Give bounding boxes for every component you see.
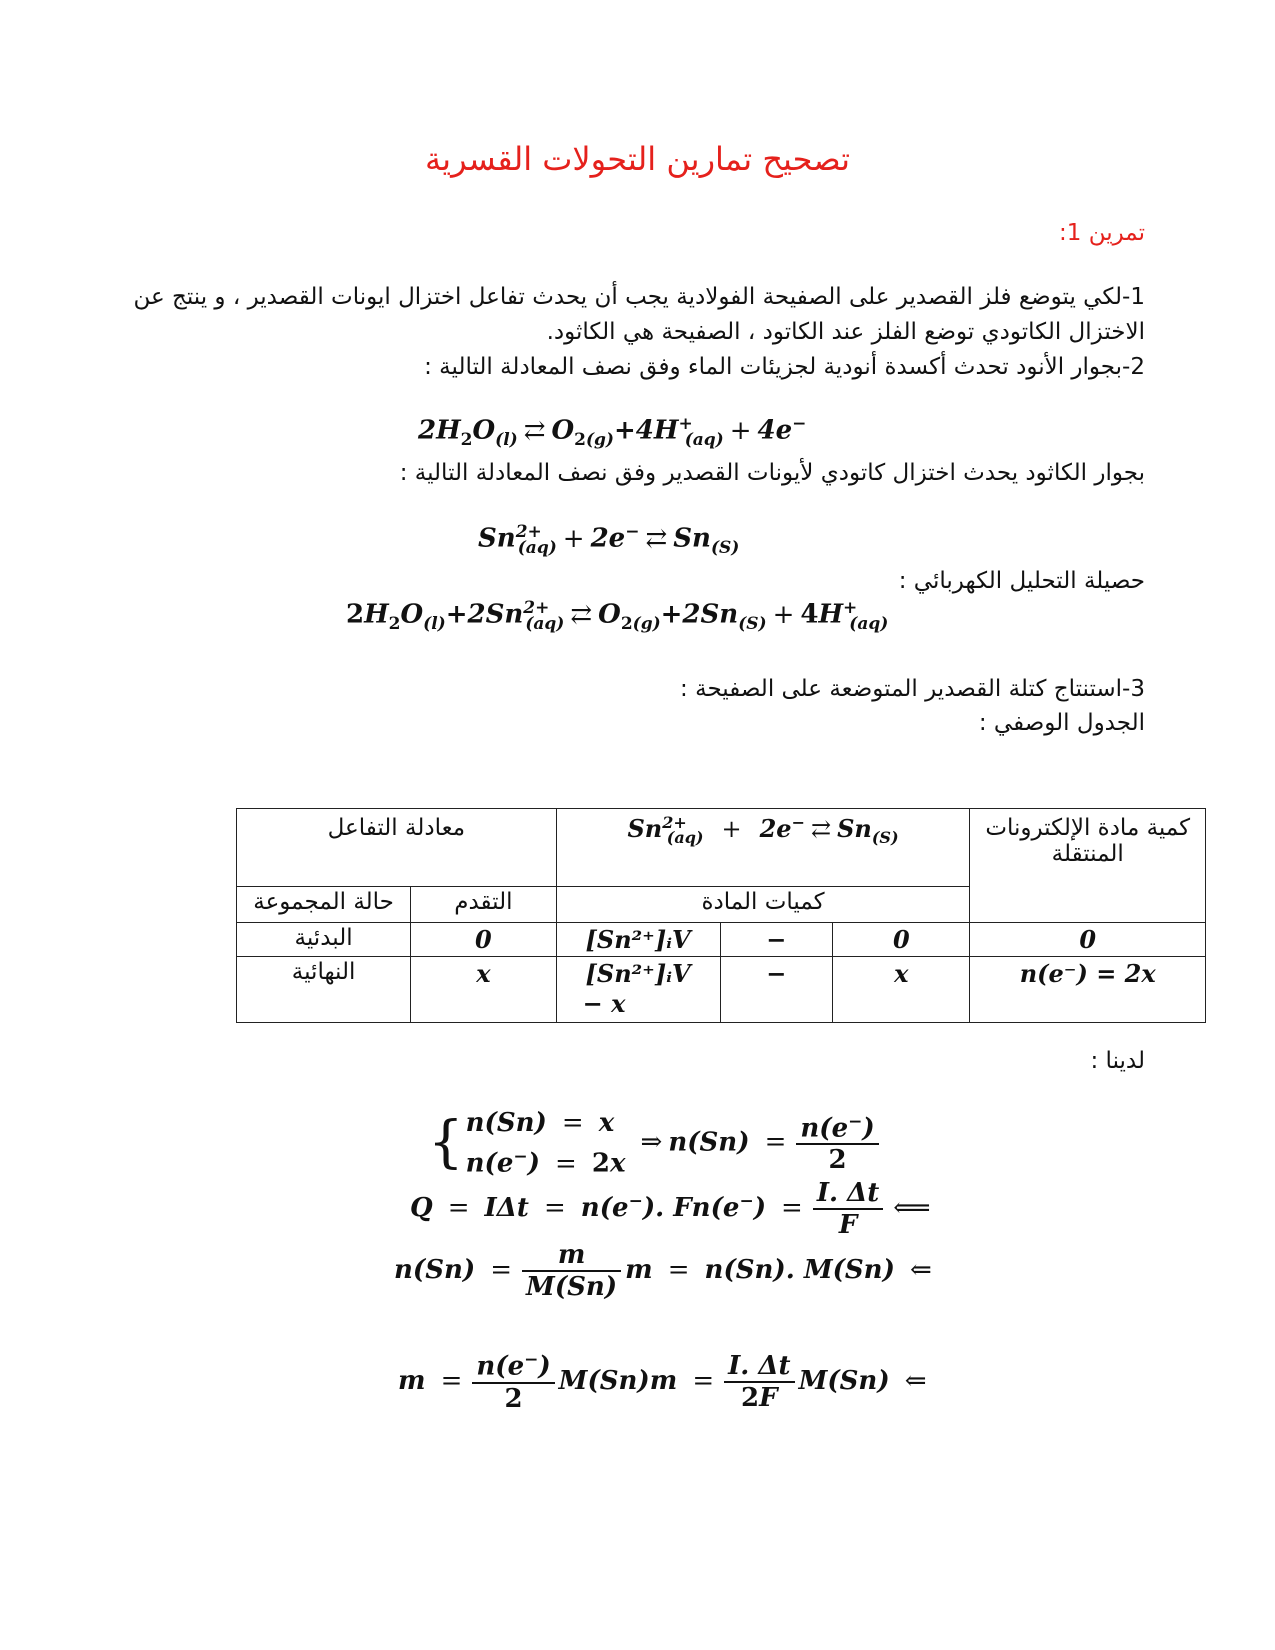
header-electrons: كمية مادة الإلكترونات المنتقلة <box>970 809 1206 923</box>
header-equation: معادلة التفاعل <box>237 809 557 887</box>
mole-relation: { n(Sn) = x n(e−) = 2x ⇒ n(Sn) = $\frac{n(e^-)}{2}$ <box>428 1106 883 1181</box>
descriptive-table <box>236 808 1206 1023</box>
paragraph-2: 2-بجوار الأنود تحدث أكسدة أنودية لجزيئات الماء وفق نصف المعادلة التالية : <box>424 354 1145 380</box>
mass-relation: n(Sn) = $\frac{m}{M(Sn)}$ m = n(Sn). M(Sn) ⇐ <box>394 1240 932 1302</box>
paragraph-1-line-2: الاختزال الكاتودي توضع الفلز عند الكاتود ، الصفيحة هي الكاثود. <box>546 319 1145 345</box>
final-mass-relation: m = $\frac{n(e^-)}{2}$ M(Sn)m = $\frac{I. \Delta t}{2F}$ M(Sn) ⇐ <box>398 1350 927 1414</box>
paragraph-1 <box>95 280 1145 350</box>
charge-relation: Q = IΔt = n(e−). Fn(e−) = $\frac{I. \Delta t}{F}$ ⟸ <box>410 1178 931 1240</box>
anode-equation: $2H_2O_{(l)}$ ⇄ $O_{2(g)}+4H^+_{(aq)} + 4e^-$ <box>418 414 807 450</box>
paragraph-3: بجوار الكاثود يحدث اختزال كاتودي لأيونات القصدير وفق نصف المعادلة التالية : <box>399 460 1145 486</box>
exercise-label: تمرين 1: <box>1059 220 1145 246</box>
cell-ne: n(e⁻) = 2x <box>970 957 1206 1023</box>
table-row <box>237 957 1206 1023</box>
cell-sn-ion: [Sn²⁺]ᵢV <box>556 923 720 957</box>
paragraph-5: 3-استنتاج كتلة القصدير المتوضعة على الصفيحة : <box>680 676 1145 702</box>
paragraph-6: الجدول الوصفي : <box>978 710 1145 736</box>
cell-sn-ion <box>556 957 720 1023</box>
paragraph-4: حصيلة التحليل الكهربائي : <box>898 568 1145 594</box>
cell-electrons: − <box>720 957 833 1023</box>
cell-sn: 0 <box>833 923 970 957</box>
cell-progress: x <box>411 957 556 1023</box>
cell-sn-ion-line-2: − x <box>582 989 626 1018</box>
header-state: حالة المجموعة <box>237 887 411 923</box>
page-title: تصحيح تمارين التحولات القسرية <box>425 140 850 178</box>
cell-sn: x <box>833 957 970 1023</box>
cell-ne: 0 <box>970 923 1206 957</box>
cathode-equation: $Sn^{2+}_{(aq)} + 2e^-$ ⇄ $Sn_{(S)}$ <box>478 522 740 558</box>
paragraph-7: لدينا : <box>1090 1048 1145 1074</box>
cell-state: البدئية <box>237 923 411 957</box>
cell-electrons: − <box>720 923 833 957</box>
overall-equation: $2H_2O_{(l)}+2Sn^{2+}_{(aq)}$ ⇄ $O_{2(g)}+2Sn_{(S)} + 4H^+_{(aq)}$ <box>346 598 889 634</box>
cell-sn-ion-line-1: [Sn²⁺]ᵢV <box>585 959 691 988</box>
header-progress: التقدم <box>411 887 556 923</box>
header-quantities: كميات المادة <box>556 887 970 923</box>
header-reaction-equation: $Sn^{2+}_{(aq)} + 2e^-$ ⇄ $Sn_{(S)}$ <box>556 809 970 887</box>
cell-state: النهائية <box>237 957 411 1023</box>
cell-progress: 0 <box>411 923 556 957</box>
table-row <box>237 923 1206 957</box>
paragraph-1-line-1: 1-لكي يتوضع فلز القصدير على الصفيحة الفولادية يجب أن يحدث تفاعل اختزال ايونات القصدير ، و ينتج عن <box>133 284 1145 310</box>
